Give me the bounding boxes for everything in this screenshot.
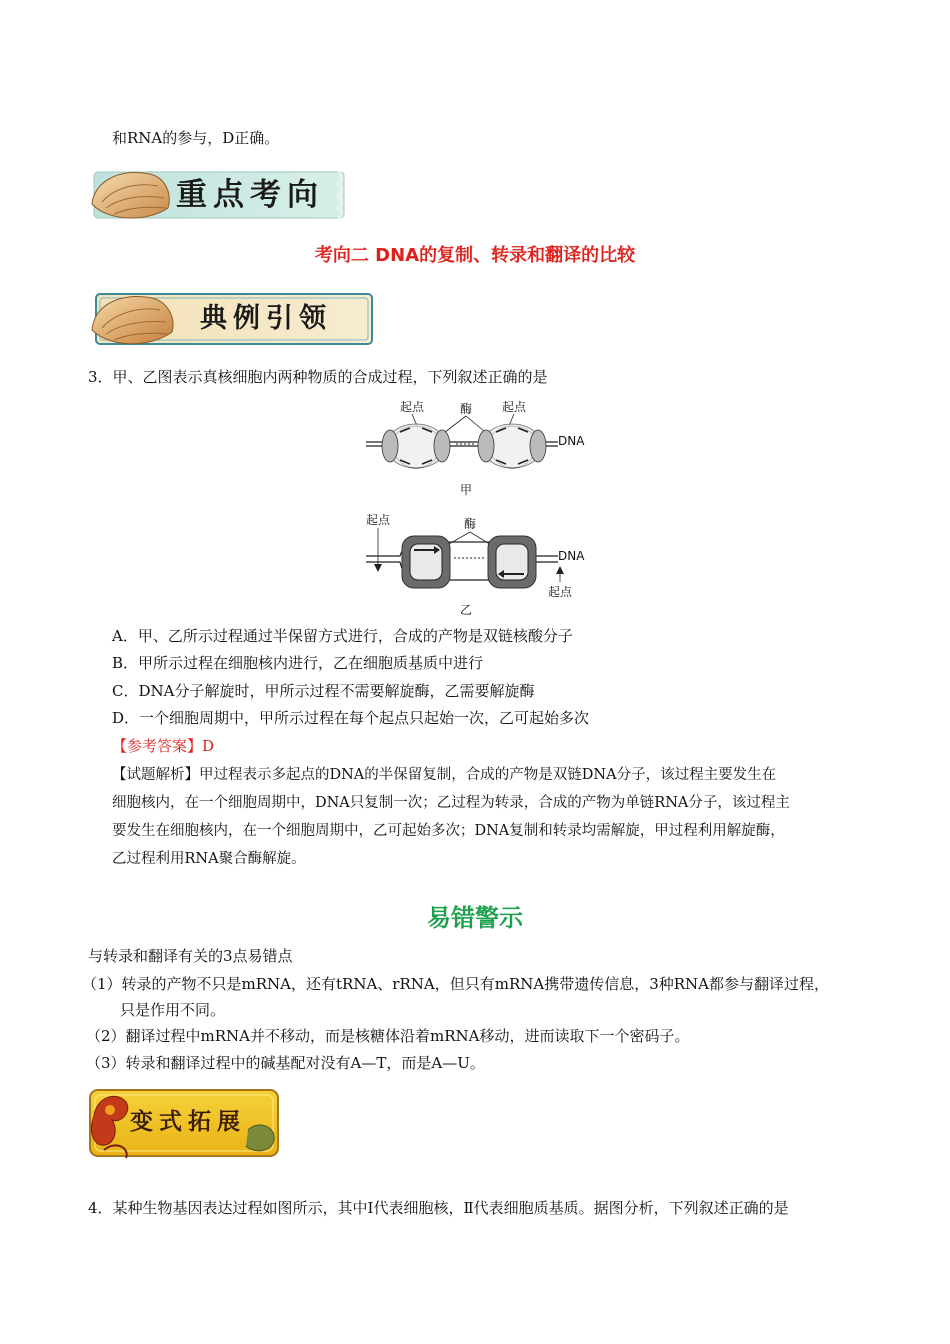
jia-caption: 甲 <box>460 483 473 497</box>
analysis-line-3: 要发生在细胞核内，在一个细胞周期中，乙可起始多次；DNA复制和转录均需解旋，甲过程利用解旋酶， <box>112 823 785 839</box>
warning-point-1b: 只是作用不同。 <box>120 1001 226 1019</box>
analysis-line-2: 细胞核内，在一个细胞周期中，DNA只复制一次；乙过程为转录，合成的产物为单链RNA分子，该过程主 <box>112 795 790 811</box>
option-c: C．DNA分子解旋时，甲所示过程不需要解旋酶，乙需要解旋酶 <box>112 682 535 700</box>
question-4-stem: 4．某种生物基因表达过程如图所示，其中Ⅰ代表细胞核，Ⅱ代表细胞质基质。据图分析，下列叙述正确的是 <box>88 1199 789 1217</box>
yi-caption: 乙 <box>460 603 473 617</box>
banner-typical-example <box>88 286 380 352</box>
banner-variant-extension-title: 变式拓展 <box>130 1108 246 1135</box>
diagram-svg <box>360 396 600 618</box>
analysis-line-4: 乙过程利用RNA聚合酶解旋。 <box>112 851 306 867</box>
jia-origin-label-1: 起点 <box>400 400 425 414</box>
reference-answer: 【参考答案】D <box>112 737 215 755</box>
option-a: A．甲、乙所示过程通过半保留方式进行，合成的产物是双链核酸分子 <box>112 627 573 645</box>
jia-enzyme-label: 酶 <box>460 402 473 416</box>
warning-point-2: （2）翻译过程中mRNA并不移动，而是核糖体沿着mRNA移动，进而读取下一个密码子。 <box>86 1027 690 1045</box>
analysis-line-1: 【试题解析】甲过程表示多起点的DNA的半保留复制，合成的产物是双链DNA分子，该过程主要发生在 <box>112 767 777 783</box>
option-d: D．一个细胞周期中，甲所示过程在每个起点只起始一次，乙可起始多次 <box>112 709 590 727</box>
section-title: 考向二 DNA的复制、转录和翻译的比较 <box>314 245 636 266</box>
yi-origin-label-top: 起点 <box>366 513 391 527</box>
jia-origin-label-2: 起点 <box>502 400 527 414</box>
yi-dna-label: DNA <box>558 549 585 563</box>
yi-enzyme-label: 酶 <box>464 517 477 531</box>
warning-point-1a: （1）转录的产物不只是mRNA，还有tRNA、rRNA，但只有mRNA携带遗传信息，3种RNA都参与翻译过程， <box>82 975 829 993</box>
warning-title: 易错警示 <box>427 903 523 932</box>
jia-dna-label: DNA <box>558 434 585 448</box>
warning-point-3: （3）转录和翻译过程中的碱基配对没有A—T，而是A—U。 <box>86 1054 485 1072</box>
option-b: B．甲所示过程在细胞核内进行，乙在细胞质基质中进行 <box>112 654 484 672</box>
yi-origin-label-bottom: 起点 <box>548 585 573 599</box>
question-3-stem: 3．甲、乙图表示真核细胞内两种物质的合成过程，下列叙述正确的是 <box>88 368 548 386</box>
banner-variant-extension <box>86 1080 282 1166</box>
warning-intro: 与转录和翻译有关的3点易错点 <box>88 947 293 965</box>
intro-line: 和RNA的参与，D正确。 <box>112 129 280 147</box>
banner-key-direction-title: 重点考向 <box>176 177 324 213</box>
banner-key-direction <box>88 164 350 226</box>
banner-typical-example-title: 典例引领 <box>200 303 332 334</box>
dna-process-diagram <box>360 396 600 618</box>
